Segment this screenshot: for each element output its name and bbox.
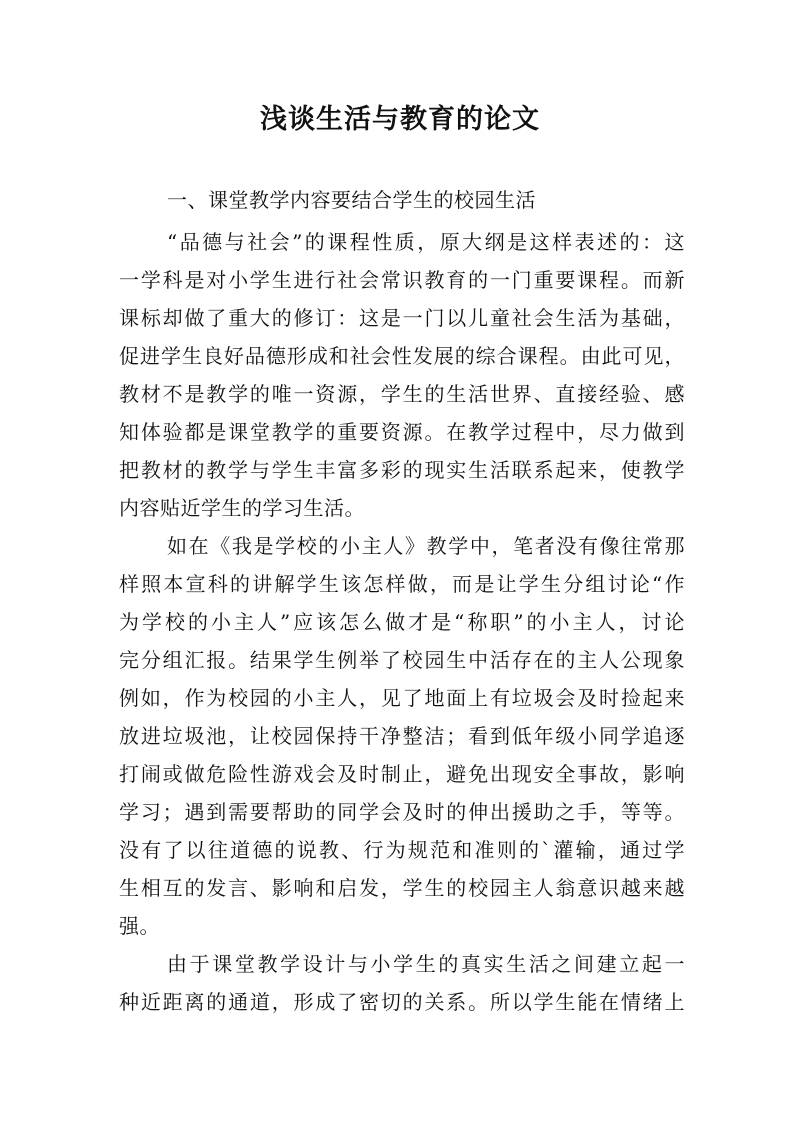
paragraph-line: 一学科是对小学生进行社会常识教育的一门重要课程。而新 [119,268,685,292]
paragraph-line: 完分组汇报。结果学生例举了校园生中活存在的主人公现象 [119,648,685,672]
paragraph-line: 课标却做了重大的修订：这是一门以儿童社会生活为基础， [119,306,685,330]
paragraph-line: 强。 [119,914,160,938]
paragraph-line: 如在《我是学校的小主人》教学中，笔者没有像往常那 [167,534,685,558]
paragraph-line: 生相互的发言、影响和启发，学生的校园主人翁意识越来越 [119,876,685,900]
paragraph-line: 知体验都是课堂教学的重要资源。在教学过程中，尽力做到 [119,420,685,444]
paragraph-line: “品德与社会”的课程性质，原大纲是这样表述的：这 [167,230,685,254]
paragraph-line: 没有了以往道德的说教、行为规范和准则的`灌输，通过学 [119,838,685,862]
paragraph-line: 为学校的小主人”应该怎么做才是“称职”的小主人，讨论 [119,610,685,634]
paragraph-line: 把教材的教学与学生丰富多彩的现实生活联系起来，使教学 [119,458,685,482]
section-heading: 一、课堂教学内容要结合学生的校园生活 [167,188,536,212]
paragraph-line: 例如，作为校园的小主人，见了地面上有垃圾会及时捡起来 [119,686,685,710]
paragraph-line: 学习；遇到需要帮助的同学会及时的伸出援助之手，等等。 [119,800,685,824]
paragraph-line: 内容贴近学生的学习生活。 [119,496,365,520]
document-title: 浅谈生活与教育的论文 [260,104,540,135]
paragraph-line: 由于课堂教学设计与小学生的真实生活之间建立起一 [167,952,685,976]
paragraph-line: 种近距离的通道，形成了密切的关系。所以学生能在情绪上 [119,990,685,1014]
paragraph-line: 打闹或做危险性游戏会及时制止，避免出现安全事故，影响 [119,762,685,786]
paragraph-line: 教材不是教学的唯一资源，学生的生活世界、直接经验、感 [119,382,685,406]
paragraph-line: 促进学生良好品德形成和社会性发展的综合课程。由此可见， [119,344,685,368]
paragraph-line: 放进垃圾池，让校园保持干净整洁；看到低年级小同学追逐 [119,724,685,748]
paragraph-line: 样照本宣科的讲解学生该怎样做，而是让学生分组讨论“作 [119,572,685,596]
